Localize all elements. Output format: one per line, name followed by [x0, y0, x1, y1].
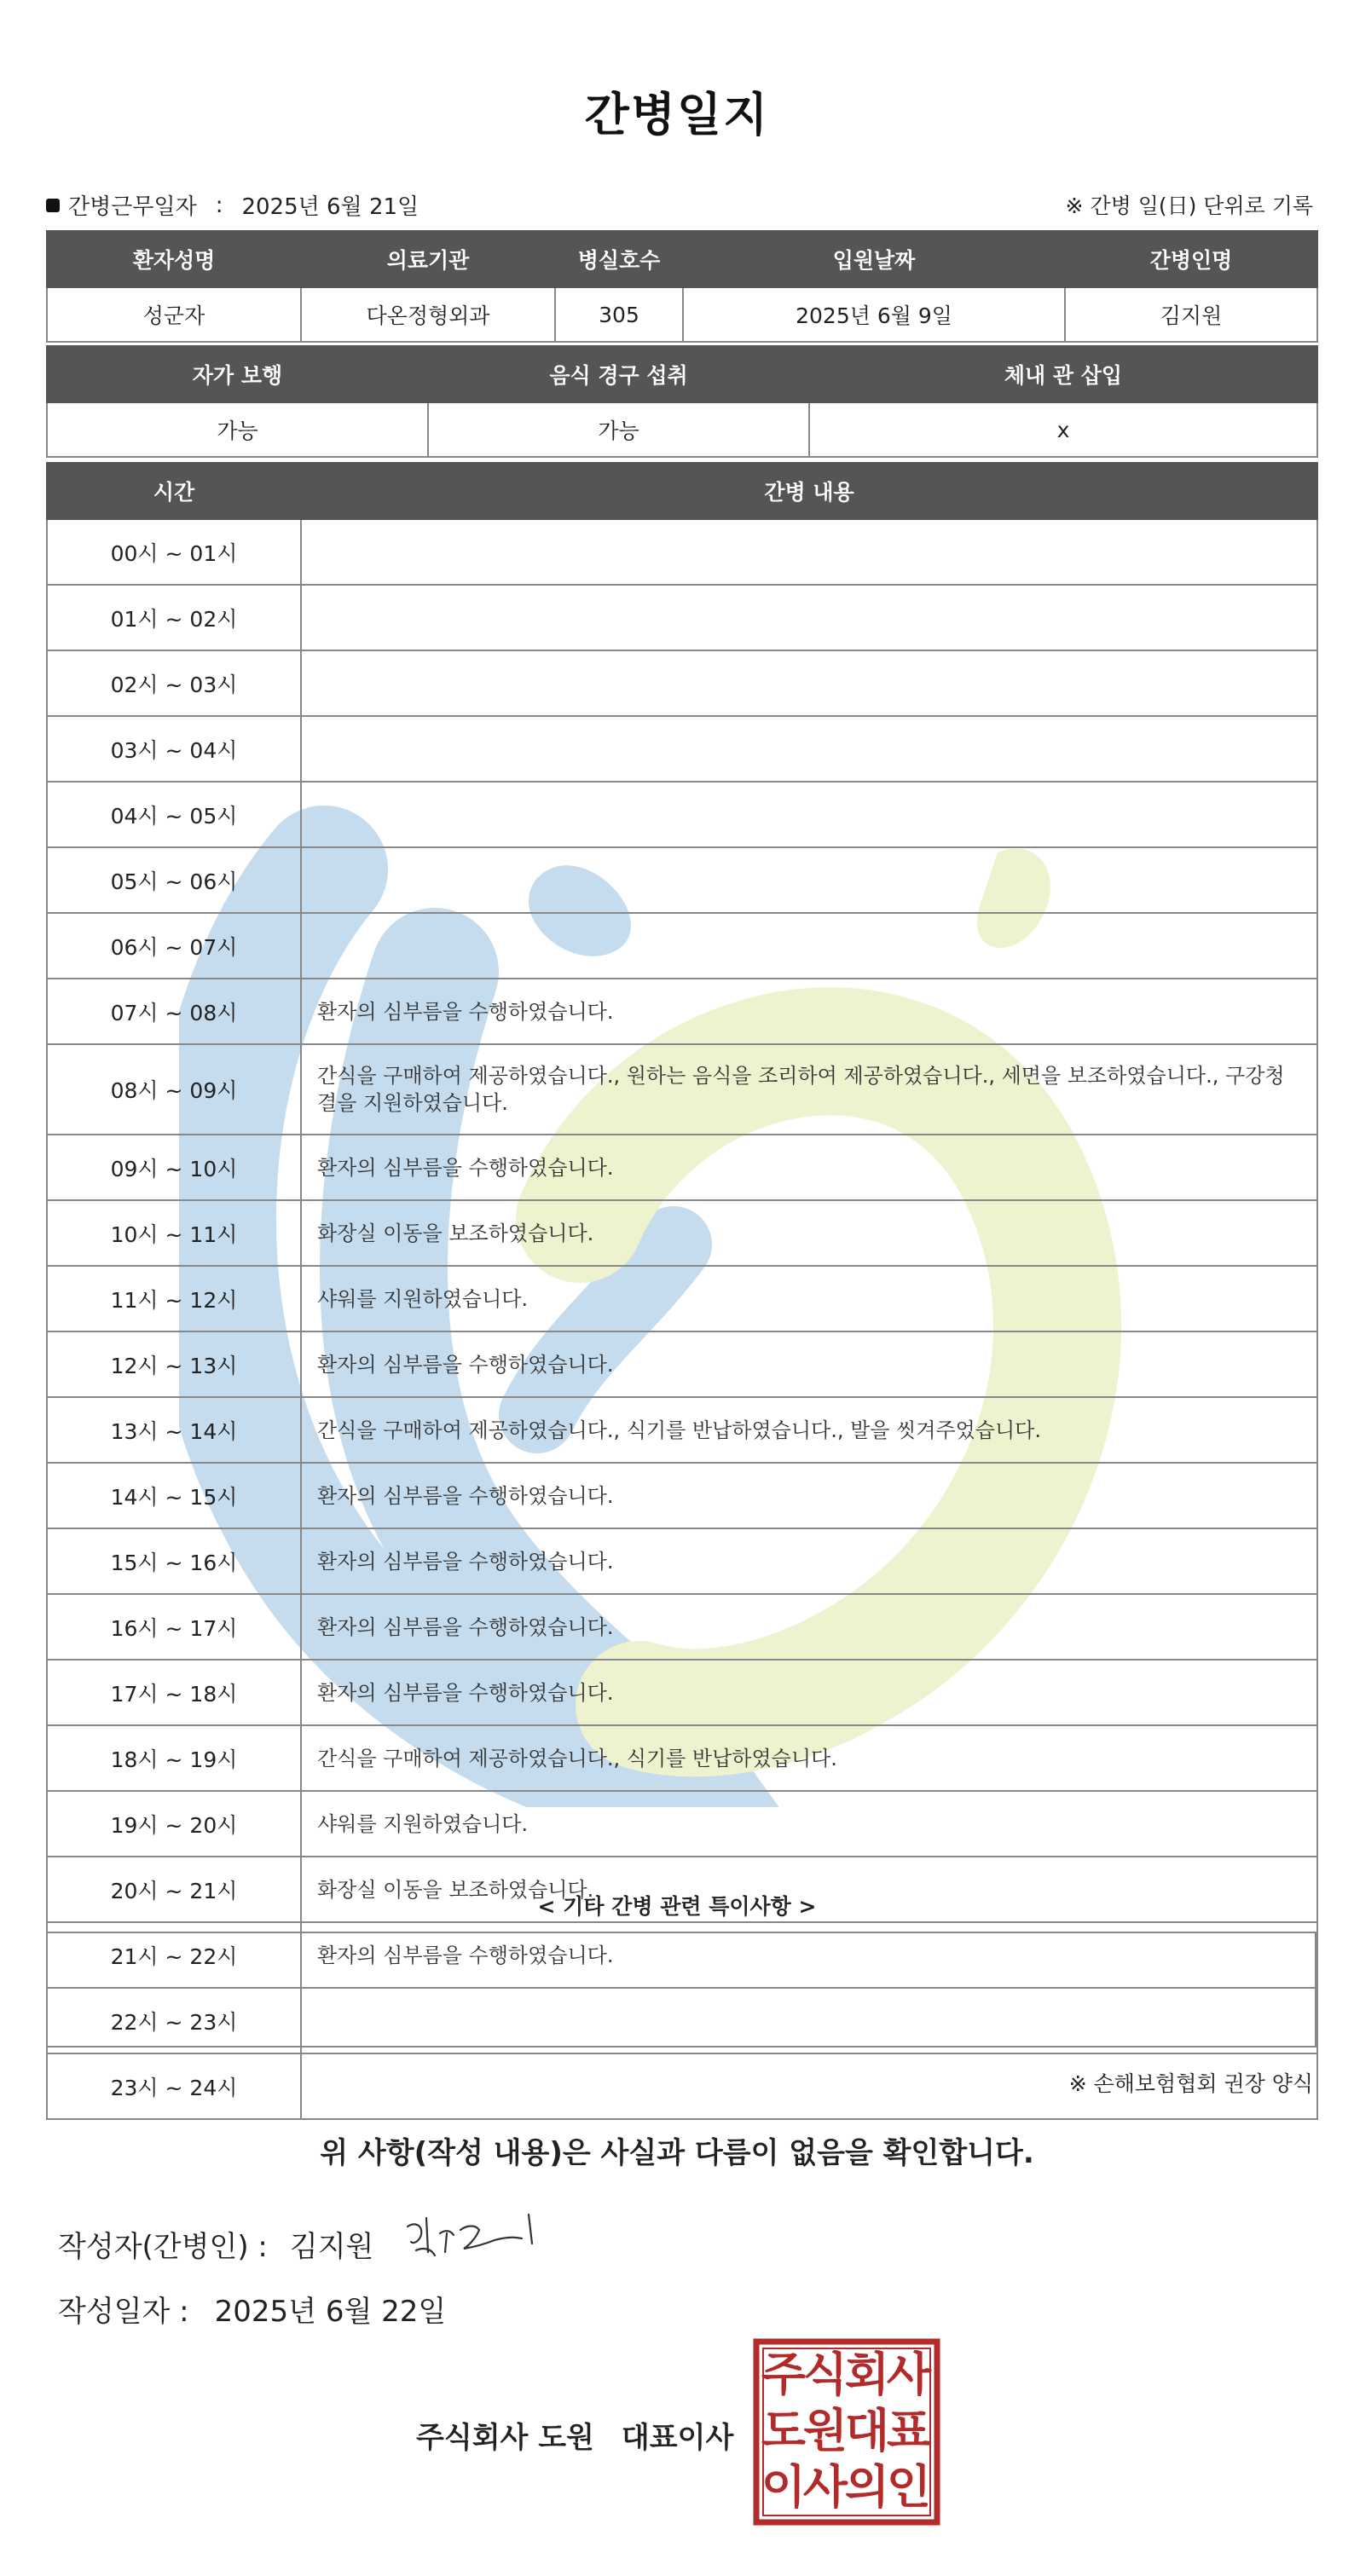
care-log-row [47, 1528, 1317, 1594]
care-log-content: 환자의 심부름을 수행하였습니다. [301, 1594, 1317, 1660]
care-log-content [301, 847, 1317, 913]
form-source-note: ※ 손해보험협회 권장 양식 [1068, 2071, 1313, 2096]
care-log-time: 08시 ~ 09시 [47, 1044, 301, 1135]
care-log-row [47, 650, 1317, 716]
header-caregiver-name: 간병인명 [1065, 231, 1317, 287]
care-log-row [47, 585, 1317, 650]
seal-character: 인 [886, 2460, 932, 2514]
care-log-time: 23시 ~ 24시 [47, 2053, 301, 2119]
care-log-time: 20시 ~ 21시 [47, 1857, 301, 1922]
care-log-time: 09시 ~ 10시 [47, 1135, 301, 1200]
seal-character: 원 [802, 2404, 848, 2458]
care-log-time: 14시 ~ 15시 [47, 1463, 301, 1528]
care-log-time: 22시 ~ 23시 [47, 1988, 301, 2053]
care-log-row [47, 1922, 1317, 1988]
care-log-content: 환자의 심부름을 수행하였습니다. [301, 1660, 1317, 1725]
company-name: 주식회사 도원 [416, 2421, 594, 2455]
seal-character: 식 [802, 2348, 848, 2401]
care-log-time: 06시 ~ 07시 [47, 913, 301, 979]
care-log-time: 02시 ~ 03시 [47, 650, 301, 716]
header-room-number: 병실호수 [555, 231, 683, 287]
patient-name-value: 성군자 [47, 287, 301, 342]
care-log-content [301, 1988, 1317, 2053]
care-log-time: 21시 ~ 22시 [47, 1922, 301, 1988]
care-log-time: 15시 ~ 16시 [47, 1528, 301, 1594]
care-log-content [301, 519, 1317, 585]
care-log-content [301, 716, 1317, 782]
care-log-content: 환자의 심부름을 수행하였습니다. [301, 1463, 1317, 1528]
care-log-content [301, 2053, 1317, 2119]
writer-row [58, 2223, 373, 2265]
care-log-row [47, 1200, 1317, 1266]
care-log-content: 화장실 이동을 보조하였습니다. [301, 1200, 1317, 1266]
work-date-label: 간병근무일자 [68, 194, 197, 220]
patient-status-table [46, 345, 1318, 458]
care-log-row [47, 519, 1317, 585]
caregiver-name-value: 김지원 [1065, 287, 1317, 342]
seal-character: 대 [844, 2404, 890, 2458]
care-log-row [47, 782, 1317, 847]
patient-info-header-row [47, 231, 1317, 287]
care-log-body [47, 519, 1317, 2119]
care-log-row [47, 1135, 1317, 1200]
header-oral-intake: 음식 경구 섭취 [428, 346, 809, 402]
care-log-time: 03시 ~ 04시 [47, 716, 301, 782]
written-date-label: 작성일자 : [58, 2295, 189, 2329]
confirmation-statement: 위 사항(작성 내용)은 사실과 다름이 없음을 확인합니다. [320, 2136, 1034, 2170]
care-log-time: 04시 ~ 05시 [47, 782, 301, 847]
patient-info-value-row [47, 287, 1317, 342]
work-date-colon: : [215, 192, 223, 218]
header-hospital: 의료기관 [301, 231, 555, 287]
care-log-time: 05시 ~ 06시 [47, 847, 301, 913]
bullet-square-icon [46, 199, 60, 212]
care-log-row [47, 1266, 1317, 1331]
header-self-walking: 자가 보행 [47, 346, 428, 402]
company-ceo-title: 대표이사 [621, 2421, 734, 2455]
seal-character: 사 [802, 2460, 848, 2514]
care-log-row [47, 1044, 1317, 1135]
header-tube-insertion: 체내 관 삽입 [809, 346, 1317, 402]
header-patient-name: 환자성명 [47, 231, 301, 287]
care-log-row [47, 1725, 1317, 1791]
care-log-content: 화장실 이동을 보조하였습니다. [301, 1857, 1317, 1922]
page-title: 간병일지 [584, 88, 770, 142]
writer-label: 작성자(간병인) : [58, 2230, 268, 2264]
care-log-content [301, 913, 1317, 979]
header-care-content: 간병 내용 [301, 463, 1317, 519]
care-log-row [47, 1594, 1317, 1660]
care-log-header-row [47, 463, 1317, 519]
seal-character: 표 [886, 2404, 932, 2458]
seal-character: 이 [761, 2460, 807, 2514]
care-log-content [301, 585, 1317, 650]
care-log-content: 간식을 구매하여 제공하였습니다., 원하는 음식을 조리하여 제공하였습니다., 세면을 보조하였습니다., 구강청결을 지원하였습니다. [301, 1044, 1317, 1135]
care-log-time: 10시 ~ 11시 [47, 1200, 301, 1266]
hospital-value: 다온정형외과 [301, 287, 555, 342]
seal-character: 의 [844, 2460, 890, 2514]
care-log-content [301, 782, 1317, 847]
work-date-row [46, 189, 419, 221]
seal-character: 사 [886, 2348, 932, 2401]
care-log-time: 17시 ~ 18시 [47, 1660, 301, 1725]
care-log-content: 환자의 심부름을 수행하였습니다. [301, 1331, 1317, 1397]
written-date-value: 2025년 6월 22일 [214, 2295, 447, 2329]
care-log-content: 환자의 심부름을 수행하였습니다. [301, 1528, 1317, 1594]
patient-status-header-row [47, 346, 1317, 402]
care-log-content: 간식을 구매하여 제공하였습니다., 식기를 반납하였습니다. [301, 1725, 1317, 1791]
care-log-row [47, 979, 1317, 1044]
seal-character: 주 [761, 2348, 807, 2401]
care-log-row [47, 1463, 1317, 1528]
care-log-content: 샤워를 지원하였습니다. [301, 1266, 1317, 1331]
care-log-content: 환자의 심부름을 수행하였습니다. [301, 1922, 1317, 1988]
special-notes-title: < 기타 간병 관련 특이사항 > [537, 1894, 817, 1919]
care-log-time: 07시 ~ 08시 [47, 979, 301, 1044]
care-log-row [47, 2053, 1317, 2119]
care-log-time: 18시 ~ 19시 [47, 1725, 301, 1791]
admission-date-value: 2025년 6월 9일 [683, 287, 1065, 342]
care-log-row [47, 847, 1317, 913]
care-log-time: 11시 ~ 12시 [47, 1266, 301, 1331]
care-log-content [301, 650, 1317, 716]
writer-name: 김지원 [289, 2230, 374, 2264]
handwritten-signature [401, 2208, 546, 2267]
daily-record-note: ※ 간병 일(日) 단위로 기록 [1065, 193, 1313, 218]
care-log-row [47, 1857, 1317, 1922]
care-log-time: 13시 ~ 14시 [47, 1397, 301, 1463]
care-log-row [47, 1791, 1317, 1857]
care-log-row [47, 1331, 1317, 1397]
care-log-time: 19시 ~ 20시 [47, 1791, 301, 1857]
patient-info-table [46, 230, 1318, 343]
seal-character: 도 [761, 2404, 807, 2458]
tube-insertion-value: x [809, 402, 1317, 457]
self-walking-value: 가능 [47, 402, 428, 457]
care-log-time: 01시 ~ 02시 [47, 585, 301, 650]
care-log-row [47, 716, 1317, 782]
oral-intake-value: 가능 [428, 402, 809, 457]
care-log-time: 12시 ~ 13시 [47, 1331, 301, 1397]
company-row [416, 2414, 733, 2456]
care-log-content: 간식을 구매하여 제공하였습니다., 식기를 반납하였습니다., 발을 씻겨주었습니다. [301, 1397, 1317, 1463]
care-log-content: 샤워를 지원하였습니다. [301, 1791, 1317, 1857]
header-time: 시간 [47, 463, 301, 519]
care-log-time: 16시 ~ 17시 [47, 1594, 301, 1660]
work-date-value: 2025년 6월 21일 [241, 194, 420, 220]
seal-character: 회 [844, 2348, 890, 2401]
care-log-row [47, 1660, 1317, 1725]
care-log-row [47, 1988, 1317, 2053]
care-log-row [47, 1397, 1317, 1463]
room-number-value: 305 [555, 287, 683, 342]
patient-status-value-row [47, 402, 1317, 457]
care-log-table [46, 462, 1318, 2120]
header-admission-date: 입원날짜 [683, 231, 1065, 287]
care-log-content: 환자의 심부름을 수행하였습니다. [301, 1135, 1317, 1200]
care-log-content: 환자의 심부름을 수행하였습니다. [301, 979, 1317, 1044]
care-log-row [47, 913, 1317, 979]
care-log-time: 00시 ~ 01시 [47, 519, 301, 585]
company-seal-stamp [752, 2337, 941, 2527]
written-date-row [58, 2288, 446, 2330]
